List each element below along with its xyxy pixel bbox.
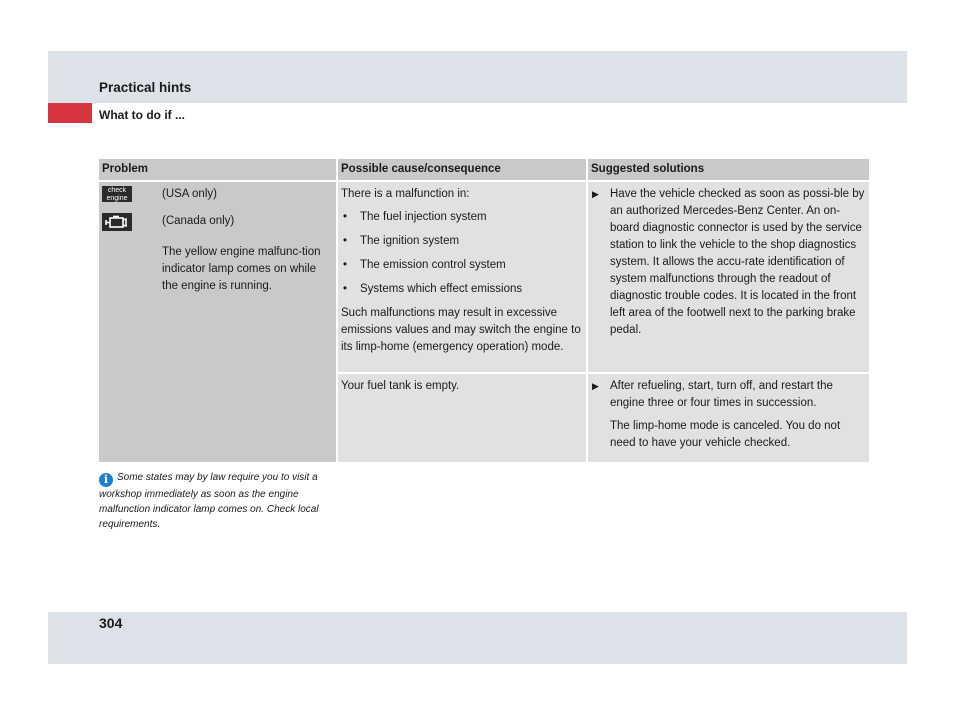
solution-cell [587, 373, 869, 462]
list-item: • The emission control system [341, 257, 583, 274]
table-row [99, 181, 869, 373]
info-icon: i [99, 473, 113, 487]
info-note-text: Some states may by law require you to visit a workshop immediately as soon as the engine malfunction indicator lamp comes on. Check local requirements. [99, 472, 319, 530]
problem-usa-label: (USA only) [162, 188, 217, 200]
cause-cell [337, 373, 587, 462]
cause-outro: Such malfunctions may result in excessive emissions values and may switch the engine to its limp-home (emergency operation) mode. [341, 307, 581, 353]
footer-band [48, 612, 907, 664]
list-item: • The fuel injection system [341, 209, 583, 226]
table-header-row [99, 159, 869, 181]
header-band [48, 51, 907, 103]
list-item: • Systems which effect emissions [341, 281, 583, 298]
section-title: Practical hints [99, 80, 192, 95]
solution-cell [587, 181, 869, 373]
engine-icon [102, 213, 132, 231]
cause-intro: Your fuel tank is empty. [341, 380, 460, 392]
solution-note: The limp-home mode is canceled. You do not need to have your vehicle checked. [610, 420, 841, 449]
column-header-solution: Suggested solutions [587, 159, 869, 181]
solution-step: ▶ Have the vehicle checked as soon as possi-ble by an authorized Mercedes-Benz Center. An on-board diagnostic connector is used by the service station to link the vehicle to the shop diagnostics system. It allows the accu-rate identification of system malfunctions through the readout of diagnostic trouble codes. It is located in the front left area of the footwell next to the parking brake pedal. [591, 186, 866, 339]
problem-canada-label: (Canada only) [162, 214, 235, 227]
solution-step: ▶ After refueling, start, turn off, and restart the engine three or four times in succession. [591, 378, 866, 412]
troubleshooting-table [99, 159, 869, 462]
check-engine-icon-label: check engine [106, 187, 128, 202]
problem-description: The yellow engine malfunc-tion indicator lamp comes on while the engine is running. [162, 245, 321, 292]
cause-cell [337, 181, 587, 373]
column-header-cause: Possible cause/consequence [337, 159, 587, 181]
info-note [99, 470, 349, 532]
problem-cell [99, 181, 337, 462]
cause-intro: There is a malfunction in: [341, 188, 470, 200]
list-item: • The ignition system [341, 233, 583, 250]
column-header-problem: Problem [99, 159, 337, 181]
section-marker-tab [48, 103, 92, 123]
check-engine-icon [102, 186, 132, 202]
subsection-title: What to do if ... [99, 108, 185, 122]
cause-list [341, 209, 583, 298]
page-number: 304 [99, 615, 123, 631]
